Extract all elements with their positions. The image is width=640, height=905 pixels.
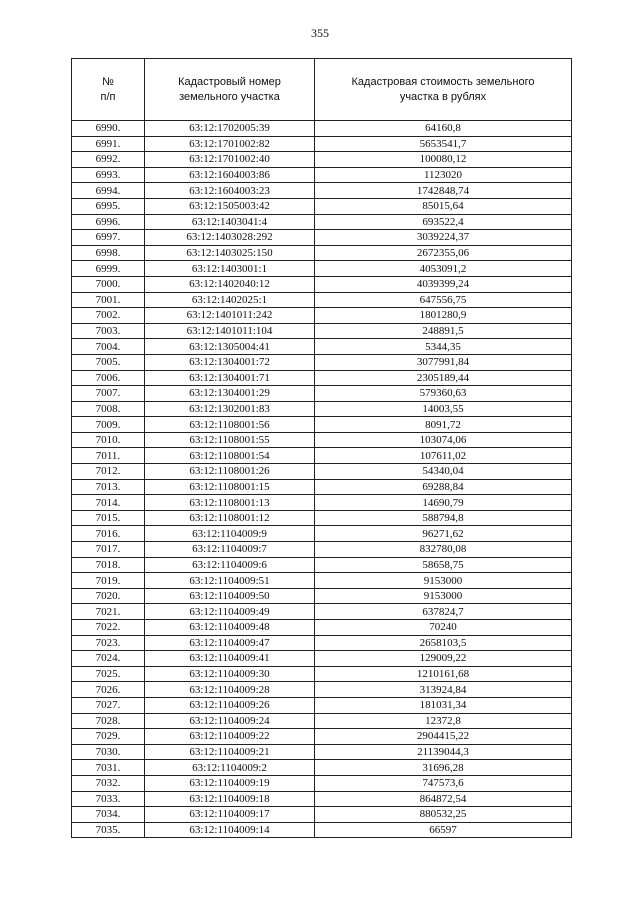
table-row [72,308,572,324]
cadastral-number: 63:12:1104009:51 [145,573,315,589]
cadastral-value: 54340,04 [315,464,572,480]
cadastral-value: 58658,75 [315,557,572,573]
row-number: 7030. [72,744,145,760]
table-row [72,464,572,480]
cadastral-value: 647556,75 [315,292,572,308]
cadastral-number: 63:12:1104009:30 [145,666,315,682]
table-row [72,604,572,620]
cadastral-value: 5344,35 [315,339,572,355]
row-number: 7011. [72,448,145,464]
cadastral-number: 63:12:1104009:14 [145,822,315,838]
table-row [72,214,572,230]
row-number: 7032. [72,775,145,791]
cadastral-value: 129009,22 [315,651,572,667]
cadastral-number: 63:12:1701002:40 [145,152,315,168]
table-row [72,167,572,183]
cadastral-value: 3077991,84 [315,354,572,370]
cadastral-number: 63:12:1104009:6 [145,557,315,573]
table-row [72,152,572,168]
table-row [72,276,572,292]
row-number: 7002. [72,308,145,324]
table-row [72,370,572,386]
cadastral-value: 8091,72 [315,417,572,433]
table-row [72,323,572,339]
cadastral-number: 63:12:1108001:56 [145,417,315,433]
table-row [72,542,572,558]
cadastral-number: 63:12:1302001:83 [145,401,315,417]
row-number: 6996. [72,214,145,230]
cadastral-number: 63:12:1403028:292 [145,230,315,246]
cadastral-value: 4039399,24 [315,276,572,292]
cadastral-value: 832780,08 [315,542,572,558]
table-row [72,744,572,760]
cadastral-value: 2672355,06 [315,245,572,261]
row-number: 6992. [72,152,145,168]
cadastral-value: 66597 [315,822,572,838]
cadastral-value-table [71,58,572,838]
table-row [72,682,572,698]
row-number: 7005. [72,354,145,370]
cadastral-value: 2658103,5 [315,635,572,651]
cadastral-value: 1123020 [315,167,572,183]
cadastral-number: 63:12:1403001:1 [145,261,315,277]
cadastral-number: 63:12:1104009:7 [145,542,315,558]
cadastral-number: 63:12:1402025:1 [145,292,315,308]
table-row [72,417,572,433]
cadastral-number: 63:12:1304001:72 [145,354,315,370]
cadastral-number: 63:12:1108001:15 [145,479,315,495]
table-row [72,760,572,776]
row-number: 7021. [72,604,145,620]
table-row [72,198,572,214]
table-row [72,807,572,823]
cadastral-number: 63:12:1403041:4 [145,214,315,230]
table-body [72,121,572,838]
row-number: 7025. [72,666,145,682]
cadastral-number: 63:12:1604003:23 [145,183,315,199]
table-row [72,713,572,729]
table-row [72,448,572,464]
table-row [72,651,572,667]
row-number: 7033. [72,791,145,807]
row-number: 7015. [72,510,145,526]
table-row [72,479,572,495]
table-row [72,230,572,246]
cadastral-number: 63:12:1108001:55 [145,432,315,448]
header-num: № п/п [72,59,145,121]
cadastral-value: 1742848,74 [315,183,572,199]
row-number: 7023. [72,635,145,651]
table-row [72,495,572,511]
row-number: 7017. [72,542,145,558]
cadastral-number: 63:12:1403025:150 [145,245,315,261]
table-row [72,791,572,807]
table-row [72,136,572,152]
page-number: 355 [311,26,329,40]
table-row [72,666,572,682]
cadastral-number: 63:12:1108001:12 [145,510,315,526]
table-row [72,183,572,199]
row-number: 7035. [72,822,145,838]
cadastral-number: 63:12:1702005:39 [145,121,315,137]
row-number: 7014. [72,495,145,511]
cadastral-number: 63:12:1104009:48 [145,620,315,636]
table-row [72,729,572,745]
cadastral-number: 63:12:1104009:49 [145,604,315,620]
row-number: 7019. [72,573,145,589]
table-row [72,261,572,277]
cadastral-number: 63:12:1108001:54 [145,448,315,464]
row-number: 7034. [72,807,145,823]
table-row [72,339,572,355]
table-row [72,697,572,713]
row-number: 6991. [72,136,145,152]
cadastral-number: 63:12:1304001:71 [145,370,315,386]
table-row [72,245,572,261]
cadastral-number: 63:12:1104009:24 [145,713,315,729]
cadastral-number: 63:12:1401011:104 [145,323,315,339]
cadastral-value: 21139044,3 [315,744,572,760]
cadastral-value: 100080,12 [315,152,572,168]
row-number: 6995. [72,198,145,214]
row-number: 7026. [72,682,145,698]
table-row [72,526,572,542]
row-number: 7007. [72,386,145,402]
cadastral-number: 63:12:1104009:18 [145,791,315,807]
cadastral-value: 181031,34 [315,697,572,713]
cadastral-number: 63:12:1104009:47 [145,635,315,651]
table-row [72,620,572,636]
cadastral-number: 63:12:1104009:9 [145,526,315,542]
cadastral-value: 85015,64 [315,198,572,214]
cadastral-value: 588794,8 [315,510,572,526]
cadastral-value: 64160,8 [315,121,572,137]
row-number: 6993. [72,167,145,183]
row-number: 7004. [72,339,145,355]
cadastral-number: 63:12:1104009:17 [145,807,315,823]
table-row [72,432,572,448]
table-header-row [72,59,572,121]
cadastral-value: 880532,25 [315,807,572,823]
cadastral-value: 2904415,22 [315,729,572,745]
row-number: 7000. [72,276,145,292]
cadastral-number: 63:12:1104009:50 [145,588,315,604]
cadastral-number: 63:12:1104009:19 [145,775,315,791]
cadastral-value: 747573,6 [315,775,572,791]
table-row [72,386,572,402]
row-number: 7003. [72,323,145,339]
row-number: 7010. [72,432,145,448]
row-number: 7028. [72,713,145,729]
row-number: 7012. [72,464,145,480]
table-row [72,510,572,526]
row-number: 7008. [72,401,145,417]
cadastral-number: 63:12:1104009:21 [145,744,315,760]
cadastral-value: 864872,54 [315,791,572,807]
row-number: 6994. [72,183,145,199]
row-number: 7022. [72,620,145,636]
header-cadastral-value: Кадастровая стоимость земельного участка в рублях [315,59,572,121]
cadastral-value: 96271,62 [315,526,572,542]
header-cadastral-number: Кадастровый номер земельного участка [145,59,315,121]
cadastral-value: 2305189,44 [315,370,572,386]
row-number: 6997. [72,230,145,246]
table-row [72,635,572,651]
row-number: 7029. [72,729,145,745]
row-number: 7006. [72,370,145,386]
cadastral-number: 63:12:1108001:13 [145,495,315,511]
cadastral-value: 1210161,68 [315,666,572,682]
row-number: 7009. [72,417,145,433]
cadastral-value: 579360,63 [315,386,572,402]
cadastral-value: 693522,4 [315,214,572,230]
cadastral-number: 63:12:1505003:42 [145,198,315,214]
table-row [72,573,572,589]
cadastral-value: 637824,7 [315,604,572,620]
cadastral-number: 63:12:1104009:22 [145,729,315,745]
table-row [72,775,572,791]
cadastral-value: 1801280,9 [315,308,572,324]
row-number: 6990. [72,121,145,137]
cadastral-value: 12372,8 [315,713,572,729]
table-row [72,401,572,417]
cadastral-number: 63:12:1304001:29 [145,386,315,402]
cadastral-number: 63:12:1604003:86 [145,167,315,183]
row-number: 6999. [72,261,145,277]
cadastral-value: 31696,28 [315,760,572,776]
table-row [72,121,572,137]
cadastral-value: 14003,55 [315,401,572,417]
row-number: 7020. [72,588,145,604]
cadastral-value: 70240 [315,620,572,636]
row-number: 6998. [72,245,145,261]
cadastral-value: 14690,79 [315,495,572,511]
cadastral-value: 3039224,37 [315,230,572,246]
cadastral-number: 63:12:1104009:28 [145,682,315,698]
cadastral-value: 4053091,2 [315,261,572,277]
row-number: 7013. [72,479,145,495]
cadastral-number: 63:12:1104009:41 [145,651,315,667]
cadastral-value: 9153000 [315,588,572,604]
table-row [72,822,572,838]
cadastral-value: 69288,84 [315,479,572,495]
table-row [72,557,572,573]
row-number: 7001. [72,292,145,308]
cadastral-number: 63:12:1108001:26 [145,464,315,480]
table-row [72,354,572,370]
cadastral-number: 63:12:1104009:26 [145,697,315,713]
cadastral-value: 313924,84 [315,682,572,698]
cadastral-number: 63:12:1402040:12 [145,276,315,292]
row-number: 7027. [72,697,145,713]
row-number: 7016. [72,526,145,542]
cadastral-value: 9153000 [315,573,572,589]
cadastral-number: 63:12:1401011:242 [145,308,315,324]
cadastral-number: 63:12:1305004:41 [145,339,315,355]
cadastral-number: 63:12:1104009:2 [145,760,315,776]
cadastral-value: 248891,5 [315,323,572,339]
row-number: 7031. [72,760,145,776]
cadastral-value: 5653541,7 [315,136,572,152]
row-number: 7018. [72,557,145,573]
row-number: 7024. [72,651,145,667]
cadastral-number: 63:12:1701002:82 [145,136,315,152]
table-row [72,292,572,308]
cadastral-value: 103074,06 [315,432,572,448]
table-row [72,588,572,604]
cadastral-value: 107611,02 [315,448,572,464]
